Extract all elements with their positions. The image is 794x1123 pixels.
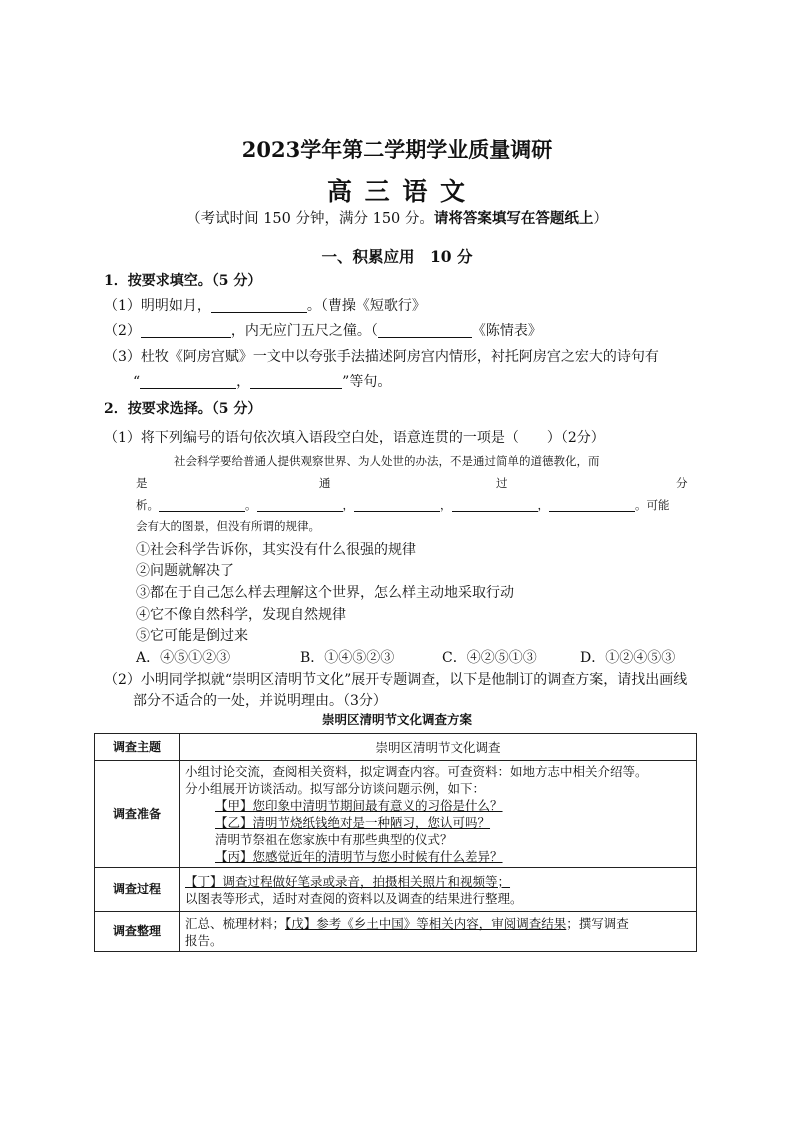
choice-item: ⑤它可能是倒过来 [136, 628, 248, 644]
passage-char: 通 [319, 476, 331, 490]
prep-jia: 【甲】您印象中清明节期间最有意义的习俗是什么？ [215, 798, 503, 813]
fill-blank[interactable] [211, 298, 307, 313]
passage-sep: ， [342, 498, 354, 512]
choice-item: ④它不像自然科学，发现自然规律 [136, 607, 346, 623]
table-row [95, 734, 697, 761]
exam-title: 2023学年第二学期学业质量调研 [241, 137, 553, 162]
passage-line1: 社会科学要给普通人提供观察世界、为人处世的办法，不是通过简单的道德教化，而 [174, 454, 600, 468]
prep-yi: 【乙】清明节烧纸钱绝对是一种陋习，您认可吗？ [215, 815, 491, 830]
q2-heading: 2．按要求选择。（5 分） [104, 401, 262, 417]
q1-item1-post: 。（曹操《短歌行》 [306, 298, 426, 314]
passage-sep: ， [537, 498, 549, 512]
q1-item2-pre: （2） [104, 323, 141, 339]
prep-content [180, 761, 697, 868]
process-label: 调查过程 [95, 868, 180, 912]
q1-item2 [104, 320, 542, 340]
q1-item3-line2 [133, 371, 391, 391]
option-b[interactable]: B．①④⑤②③ [300, 650, 395, 666]
option-a[interactable]: A．④⑤①②③ [136, 650, 231, 666]
fill-blank[interactable] [378, 323, 472, 338]
q1-item1-pre: （1）明明如月， [104, 298, 211, 314]
org-wu: 【戊】参考《乡土中国》等相关内容，审阅调查结果 [285, 915, 567, 931]
q1-item2-mid: ，内无应门五尺之僮。（ [230, 323, 378, 339]
section-heading: 一、积累应用 10 分 [321, 247, 473, 266]
process-line2: 以图表等形式，适时对查阅的资料以及调查的结果进行整理。 [185, 890, 523, 906]
exam-info [0, 207, 794, 228]
prep-label: 调查准备 [95, 761, 180, 868]
passage-sep: 。 [245, 498, 257, 512]
passage-sep: 。可能 [635, 498, 670, 512]
passage-sep: ， [440, 498, 452, 512]
q1-heading: 1．按要求填空。（5 分） [104, 273, 262, 289]
org-label: 调查整理 [95, 912, 180, 952]
exam-info-prefix: （考试时间 150 分钟，满分 150 分。 [186, 211, 434, 227]
q1-item1 [104, 295, 426, 315]
q2-sub1-stem: （1）将下列编号的语句依次填入语段空白处，语意连贯的一项是（ ）（2分） [104, 430, 605, 446]
passage-char: 过 [496, 476, 508, 490]
org-content [180, 912, 697, 952]
q1-item3-comma: ， [236, 374, 251, 390]
theme-value: 崇明区清明节文化调查 [180, 734, 697, 761]
fill-blank[interactable] [141, 323, 231, 338]
fill-blank[interactable] [354, 497, 440, 512]
table-row [95, 912, 697, 952]
q1-item2-post: 《陈情表》 [471, 323, 542, 339]
option-c[interactable]: C．④②⑤①③ [442, 650, 537, 666]
fill-blank[interactable] [159, 497, 245, 512]
fill-blank[interactable] [452, 497, 538, 512]
org-line1 [185, 915, 691, 932]
prep-plain: 清明节祭祖在您家族中有那些典型的仪式？ [215, 832, 453, 847]
fill-blank[interactable] [549, 497, 635, 512]
q2-sub2-line2: 部分不适合的一处，并说明理由。（3分） [133, 693, 387, 709]
exam-info-suffix: ） [593, 211, 608, 227]
theme-label: 调查主题 [95, 734, 180, 761]
prep-line2: 分小组展开访谈活动。拟写部分访谈问题示例，如下： [185, 781, 486, 796]
q1-item3-open: “ [133, 374, 141, 390]
org-line2: 报告。 [185, 932, 223, 948]
choice-item: ①社会科学告诉你，其实没有什么很强的规律 [136, 542, 416, 558]
fill-blank[interactable] [140, 374, 236, 389]
option-d[interactable]: D．①②④⑤③ [580, 650, 676, 666]
survey-table [94, 733, 697, 952]
q1-item3-close: ”等句。 [342, 374, 392, 390]
fill-blank[interactable] [250, 374, 342, 389]
survey-caption: 崇明区清明节文化调查方案 [321, 712, 472, 727]
prep-line1: 小组讨论交流，查阅相关资料，拟定调查内容。可查资料：如地方志中相关介绍等。 [185, 764, 648, 779]
q1-item3-line1: （3）杜牧《阿房宫赋》一文中以夸张手法描述阿房宫内情形，衬托阿房宫之宏大的诗句有 [104, 349, 659, 365]
passage-char: 是 [136, 476, 148, 490]
fill-blank[interactable] [257, 497, 343, 512]
exam-info-bold: 请将答案填写在答题纸上 [433, 210, 594, 227]
choice-item: ②问题就解决了 [136, 563, 234, 579]
org-pre: 汇总、梳理材料； [185, 915, 286, 931]
process-line1: 【丁】调查过程做好笔录或录音，拍摄相关照片和视频等； [185, 873, 511, 889]
org-post: ；撰写调查 [566, 915, 629, 931]
passage-line3 [136, 497, 670, 513]
table-row [95, 761, 697, 868]
q2-sub2-line1: （2）小明同学拟就“崇明区清明节文化”展开专题调查，以下是他制订的调查方案，请找出画线 [104, 672, 688, 688]
subject-title: 高 三 语 文 [326, 177, 468, 206]
choice-item: ③都在于自己怎么样去理解这个世界，怎么样主动地采取行动 [136, 585, 514, 601]
prep-bing: 【丙】您感觉近年的清明节与您小时候有什么差异？ [215, 849, 503, 864]
process-content [180, 868, 697, 912]
passage-line3-pre: 析。 [136, 498, 159, 512]
passage-line4: 会有大的图景，但没有所谓的规律。 [136, 519, 320, 533]
passage-char: 分 [676, 476, 688, 490]
table-row [95, 868, 697, 912]
